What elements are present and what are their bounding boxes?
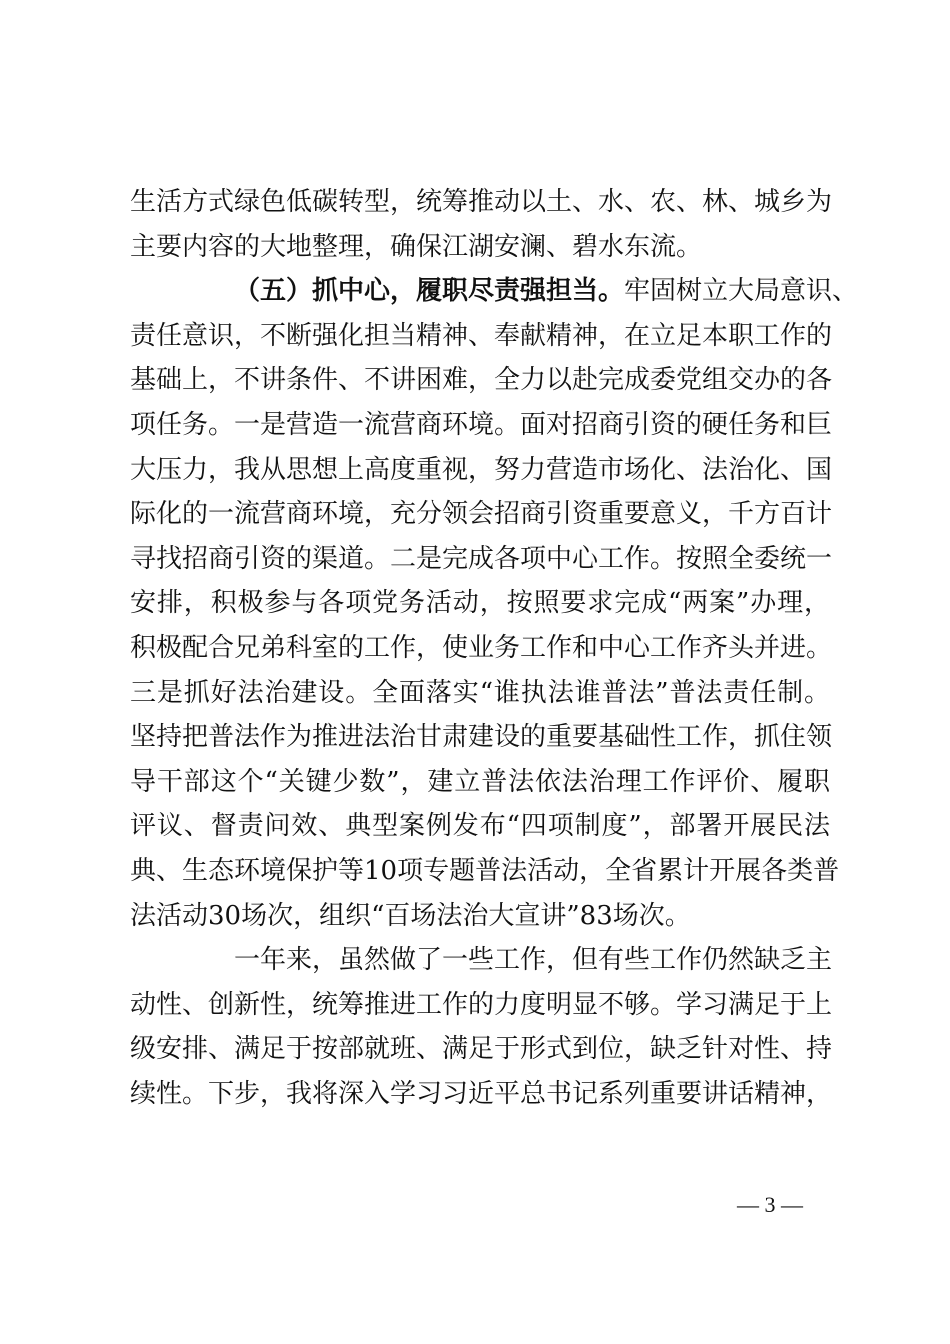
text-line: 法活动30场次，组织“百场法治大宣讲”83场次。 xyxy=(130,900,691,931)
text-line: 坚持把普法作为推进法治甘肃建设的重要基础性工作，抓住领 xyxy=(130,722,833,753)
text-line: 续性。下步，我将深入学习习近平总书记系列重要讲话精神， xyxy=(130,1078,833,1109)
text-line: 责任意识，不断强化担当精神、奉献精神，在立足本职工作的 xyxy=(130,320,833,351)
text-line: 三是抓好法治建设。全面落实“谁执法谁普法”普法责任制。 xyxy=(130,677,830,708)
text-line: 动性、创新性，统筹推进工作的力度明显不够。学习满足于上 xyxy=(130,989,833,1020)
text-line: 主要内容的大地整理，确保江湖安澜、碧水东流。 xyxy=(130,231,703,262)
paragraph-first-line xyxy=(130,269,859,314)
text-line: 级安排、满足于按部就班、满足于形式到位，缺乏针对性、持 xyxy=(130,1034,833,1065)
text-line: 导干部这个“关键少数”，建立普法依法治理工作评价、履职 xyxy=(130,766,830,797)
text-line: 生活方式绿色低碳转型，统筹推动以土、水、农、林、城乡为 xyxy=(130,187,833,217)
text-line: 积极配合兄弟科室的工作，使业务工作和中心工作齐头并进。 xyxy=(130,632,833,663)
page-number: — 3 — xyxy=(737,1192,803,1217)
text-line: 大压力，我从思想上高度重视，努力营造市场化、法治化、国 xyxy=(130,454,833,485)
section-heading: （五）抓中心，履职尽责强担当。 xyxy=(234,276,625,307)
text-line: 基础上，不讲条件、不讲困难，全力以赴完成委党组交办的各 xyxy=(130,365,833,396)
text-line: 际化的一流营商环境，充分领会招商引资重要意义，千方百计 xyxy=(130,499,833,530)
document-body xyxy=(130,180,859,1116)
text-line: 安排，积极参与各项党务活动，按照要求完成“两案”办理， xyxy=(130,588,830,619)
text-line: 典、生态环境保护等10项专题普法活动，全省累计开展各类普 xyxy=(130,855,840,886)
paragraph-first-line: 一年来，虽然做了一些工作，但有些工作仍然缺乏主 xyxy=(234,945,833,976)
text-line: 评议、督责问效、典型案例发布“四项制度”，部署开展民法 xyxy=(130,811,830,842)
text-run: 牢固树立大局意识、 xyxy=(624,276,859,307)
text-line: 项任务。一是营造一流营商环境。面对招商引资的硬任务和巨 xyxy=(130,409,833,440)
text-line: 寻找招商引资的渠道。二是完成各项中心工作。按照全委统一 xyxy=(130,543,833,574)
